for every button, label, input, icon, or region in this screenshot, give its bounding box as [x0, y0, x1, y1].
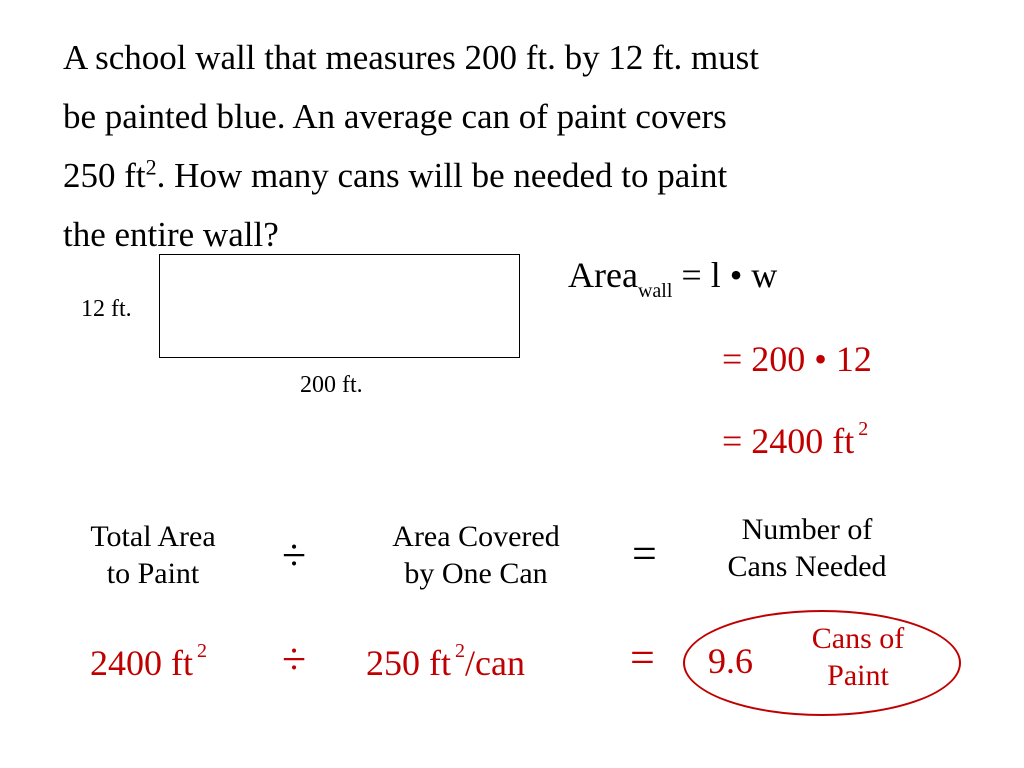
numeric-total-area-exponent: 2 [197, 640, 207, 662]
answer-value: 9.6 [708, 641, 753, 681]
wall-subscript: wall [637, 280, 673, 302]
area-step-result [722, 418, 868, 462]
word-area-per-can [358, 518, 594, 592]
wall-rectangle [159, 254, 520, 358]
word-area-per-can-line2: by One Can [404, 557, 548, 590]
numeric-divide-sign: ÷ [282, 635, 307, 684]
wall-height-label: 12 ft. [81, 296, 132, 322]
numeric-per-can-value: 250 ft [366, 643, 451, 683]
problem-line-4: the entire wall? [63, 215, 279, 254]
area-word: Area [568, 255, 638, 295]
length-times-width: = l • w [681, 255, 778, 295]
area-result-value: = 2400 ft [722, 421, 855, 461]
word-total-area-line1: Total Area [90, 520, 216, 553]
numeric-total-area [90, 640, 207, 684]
wall-width-label: 200 ft. [300, 372, 363, 398]
word-area-per-can-line1: Area Covered [392, 520, 560, 553]
word-total-area [58, 518, 248, 592]
numeric-per-can-unit: /can [465, 643, 525, 683]
numeric-per-can [366, 640, 525, 684]
word-cans-needed-line1: Number of [741, 513, 873, 546]
word-cans-needed-line2: Cans Needed [727, 550, 887, 583]
problem-line-3 [63, 146, 993, 205]
word-total-area-line2: to Paint [106, 557, 200, 590]
problem-statement [63, 28, 993, 264]
answer-label-line1: Cans of [811, 622, 905, 655]
word-divide-sign: ÷ [282, 531, 307, 580]
problem-line-1: A school wall that measures 200 ft. by 12 ft. must [63, 38, 760, 77]
problem-line-3-pre: 250 ft [63, 156, 146, 195]
problem-line-3-post: . How many cans will be needed to paint [156, 156, 728, 195]
numeric-equals-sign: = [630, 633, 655, 682]
numeric-total-area-value: 2400 ft [90, 643, 193, 683]
squared-exponent: 2 [145, 154, 157, 180]
answer-label-line2: Paint [827, 659, 889, 692]
area-step-multiplication: = 200 • 12 [722, 339, 872, 379]
numeric-per-can-exponent: 2 [455, 640, 465, 662]
area-wall-equation [568, 254, 777, 303]
answer-label [790, 620, 926, 694]
word-equals-sign: = [632, 529, 657, 578]
area-result-exponent: 2 [858, 418, 869, 440]
word-cans-needed [694, 511, 920, 585]
problem-line-2: be painted blue. An average can of paint covers [63, 97, 727, 136]
